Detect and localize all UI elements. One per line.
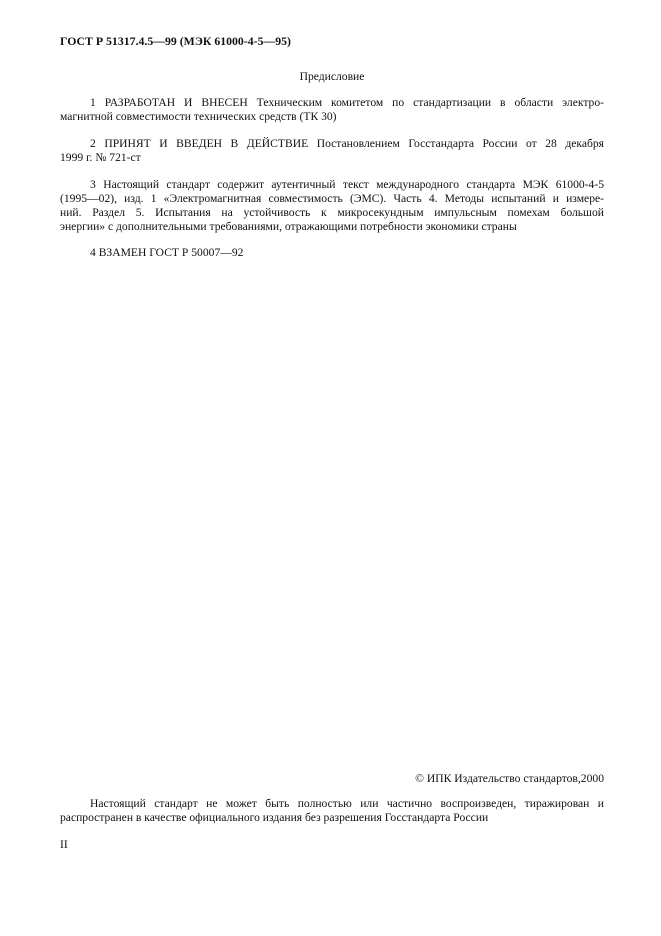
section-title: Предисловие [299,70,365,83]
paragraph-line: ний. Раздел 5. Испытания на устойчивость к микросекундным импульсным помехам большой [60,206,604,219]
notice-line: Настоящий стандарт не может быть полностью или частично воспроизведен, тиражирован и [90,797,604,810]
page-number: II [60,838,68,851]
notice-line: распространен в качестве официального издания без разрешения Госстандарта России [60,811,489,824]
paragraph-line: (1995—02), изд. 1 «Электромагнитная совместимость (ЭМС). Часть 4. Методы испытаний и измере- [60,192,604,205]
paragraph-line: 4 ВЗАМЕН ГОСТ Р 50007—92 [90,246,244,259]
paragraph-line: 3 Настоящий стандарт содержит аутентичный текст международного стандарта МЭК 61000-4-5 [90,178,604,191]
paragraph-line: 1 РАЗРАБОТАН И ВНЕСЕН Техническим комитетом по стандартизации в области электро- [90,96,604,109]
copyright: © ИПК Издательство стандартов,2000 [415,772,604,785]
paragraph-line: 2 ПРИНЯТ И ВВЕДЕН В ДЕЙСТВИЕ Постановлением Госстандарта России от 28 декабря [90,137,604,150]
paragraph-line: 1999 г. № 721-ст [60,151,141,164]
paragraph-line: энергии» с дополнительными требованиями, отражающими потребности экономики страны [60,220,517,233]
document-header: ГОСТ Р 51317.4.5—99 (МЭК 61000-4-5—95) [60,34,291,48]
paragraph-line: магнитной совместимости технических средств (ТК 30) [60,110,337,123]
